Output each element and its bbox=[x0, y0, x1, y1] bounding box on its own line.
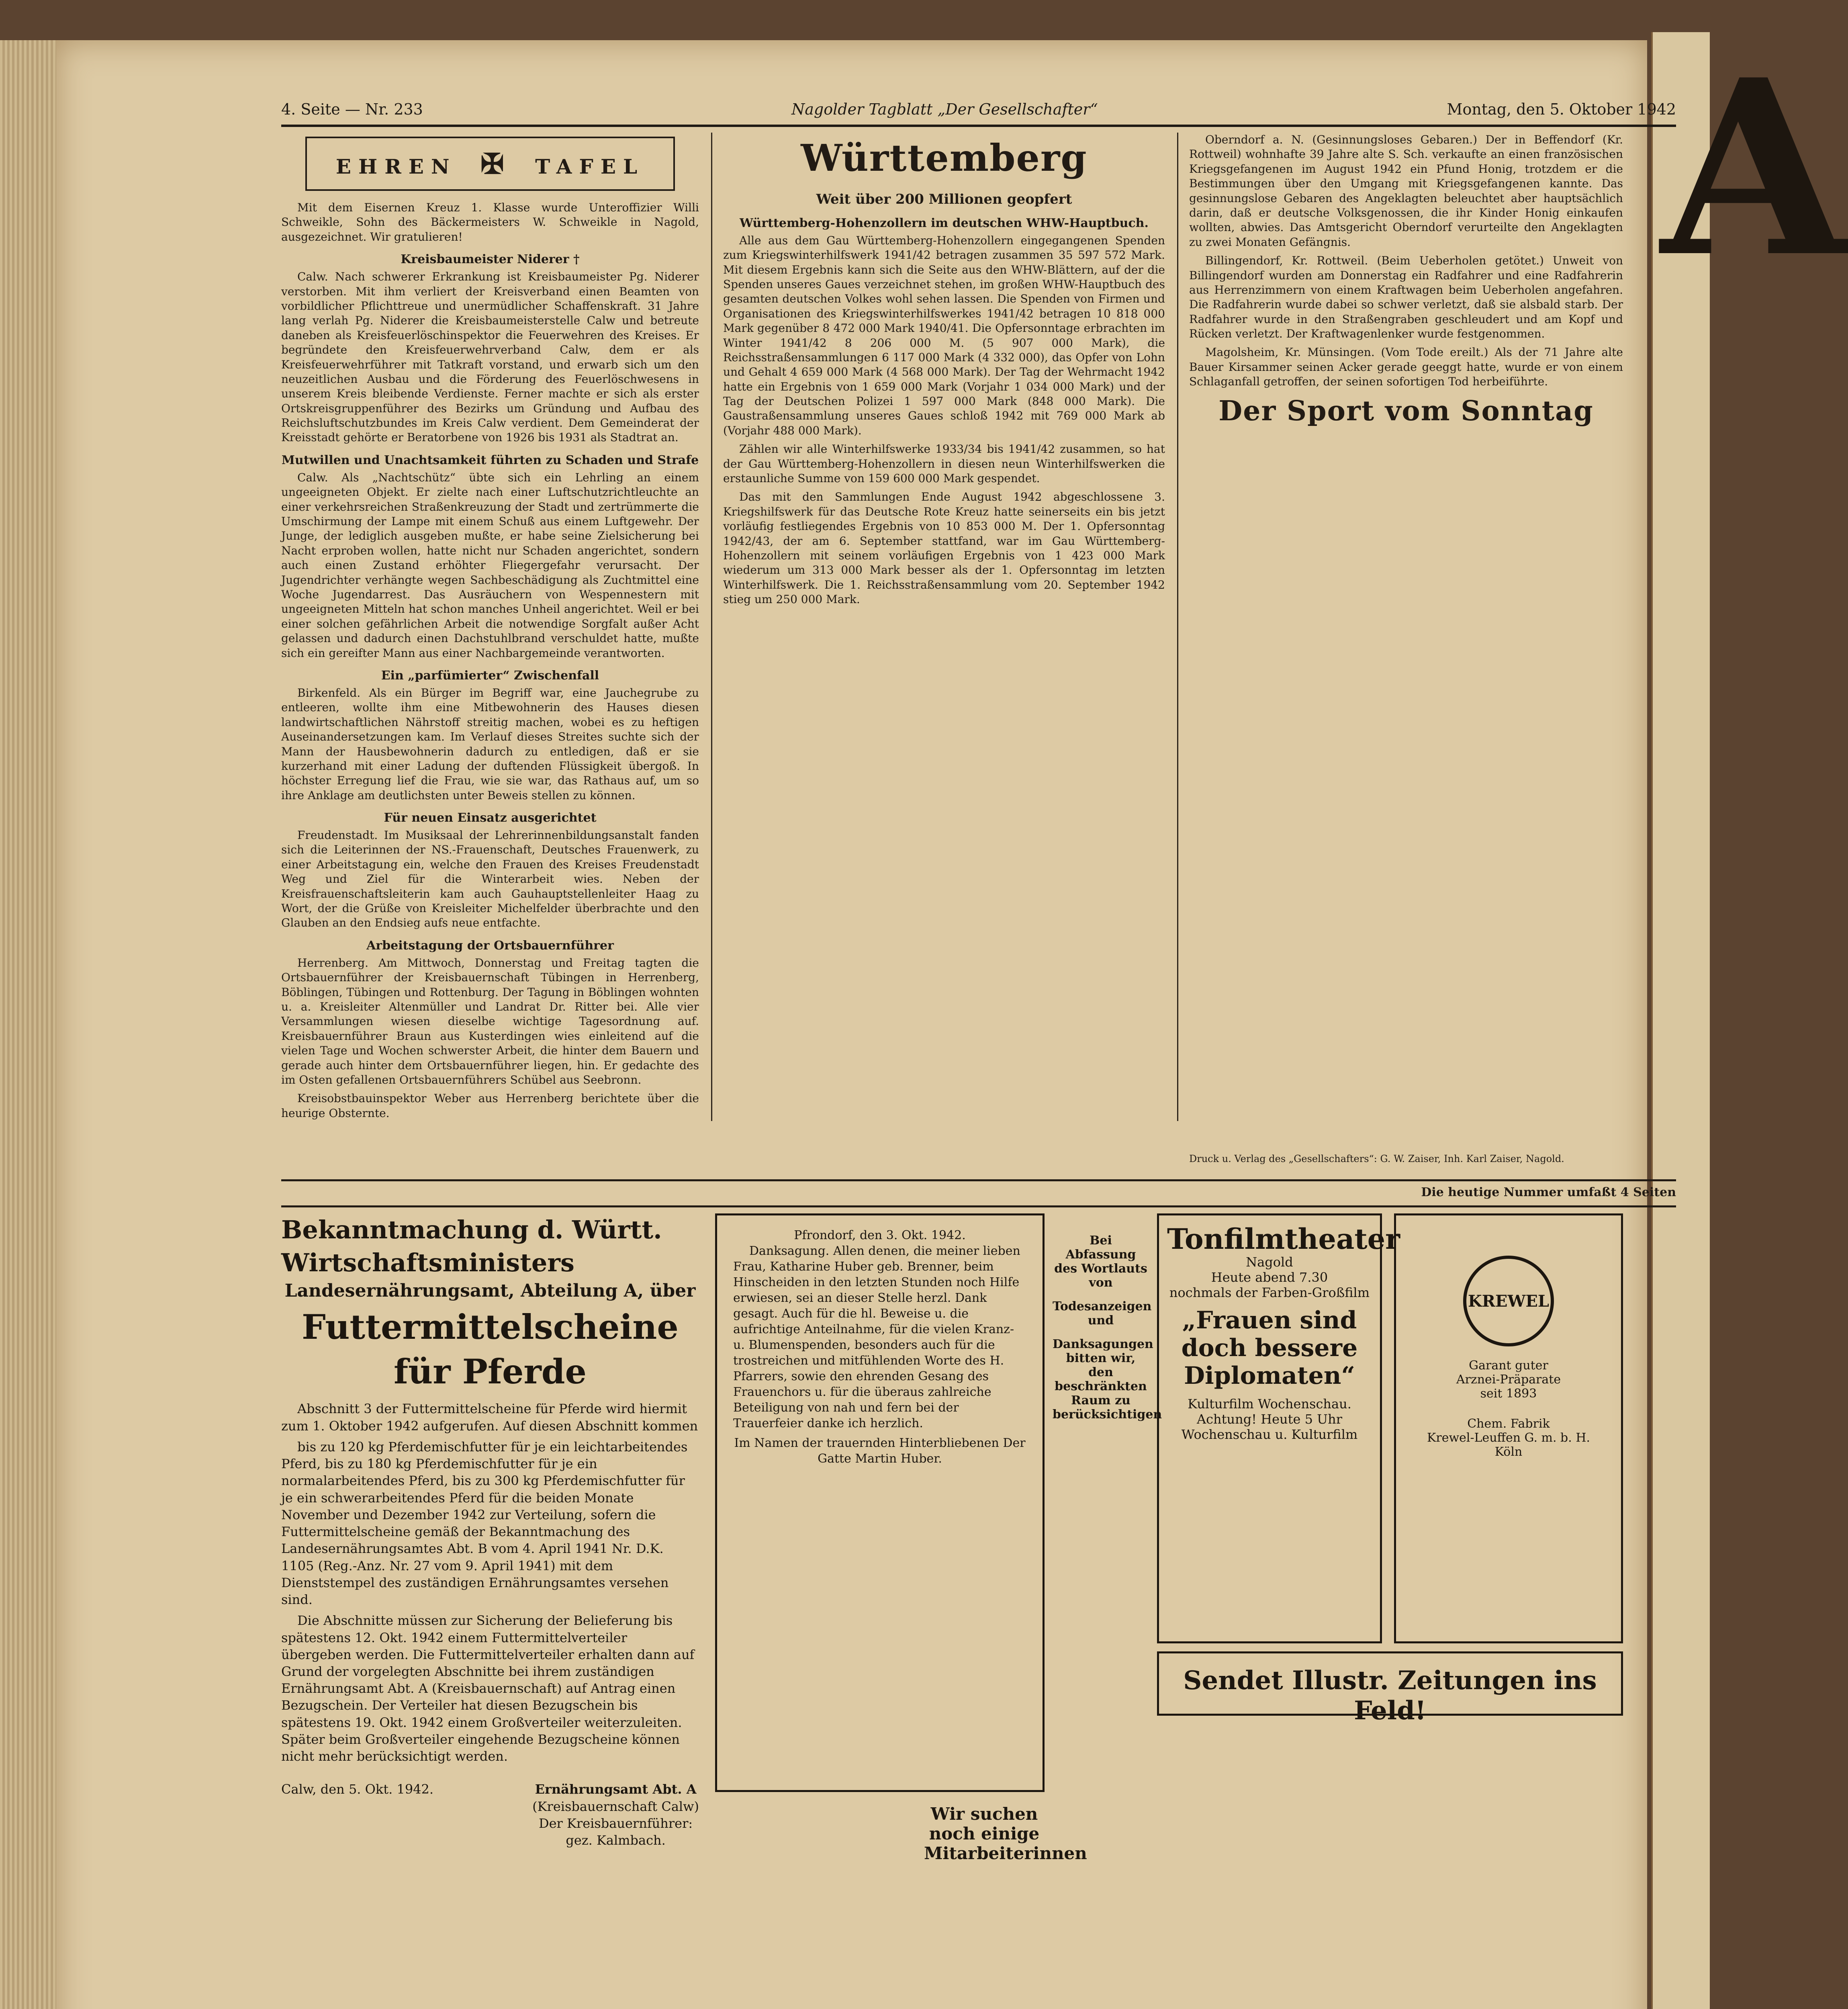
ad-text: bis zu 120 kg Pferdemischfutter für je ein leichtarbeitendes Pferd, bis zu 180 kg Pferdemischfutter für je ein normalarbeitendes Pferd, bis zu 300 kg Pferdemischfutter für je ein schwerarbeitendes Pferd für die beiden Monate November und Dezember 1942 zur Verteilung, sofern die Futtermittelscheine gemäß der Bekanntmachung des Landesernährungsamtes Abt. B vom 4. April 1941 Nr. D.K. 1105 (Reg.-Anz. Nr. 27 vom 9. April 1941) mit dem Dienststempel des zuständigen Ernährungsamtes versehen sind. bbox=[281, 1439, 688, 1608]
article-text: Billingendorf, Kr. Rottweil. (Beim Ueberholen getötet.) Unweit von Billingendorf wurden am Donnerstag ein Radfahrer und eine Radfahrerin aus Herrenzimmern von einem Kraftwagen beim Ueberholen angefahren. Die Radfahrerin wurde dabei so schwer verletzt, daß sie alsbald starb. Der Radfahrer wurde in den Straßengraben geschleudert und am Kopf und Rücken verletzt. Der Kraftwagenlenker wurde festgenommen. bbox=[1189, 254, 1623, 341]
signatory-line: gez. Kalmbach. bbox=[566, 1833, 666, 1848]
section-title: Der Sport vom Sonntag bbox=[1218, 395, 1594, 427]
ad-krewel bbox=[1394, 1213, 1623, 1643]
ad-place-date: Pfrondorf, den 3. Okt. 1942. bbox=[794, 1228, 966, 1242]
page-header bbox=[281, 92, 1676, 127]
ad-text: Die Abschnitte müssen zur Sicherung der Belieferung bis spätestens 12. Okt. 1942 einem Futtermittelverteiler übergeben werden. Die Futtermittelverteiler erhalten dann auf Grund der vorgelegten Abschnitte bei ihrem zuständigen Ernährungsamt Abt. A (Kreisbauernschaft) auf Antrag einen Bezugschein. Der Verteiler hat diesen Bezugschein bis spätestens 19. Okt. 1942 einem Großverteiler weiterzuleiten. Später beim Großverteiler eingehende Bezugscheine können nicht mehr berücksichtigt werden. bbox=[281, 1613, 695, 1764]
ad-line: nochmals der Farben-Großfilm bbox=[1169, 1285, 1370, 1300]
article-text: Das mit den Sammlungen Ende August 1942 abgeschlossene 3. Kriegshilfswerk für das Deutsche Rote Kreuz hatte seinerseits ein bis jetzt vorläufig festliegendes Ergebnis von 10 853 000 M. Der 1. Opfersonntag 1942/43, der am 6. September stattfand, war im Gau Württemberg-Hohenzollern mit seinem vorläufigen Ergebnis von 1 423 000 Mark wiederum um 313 000 Mark besser als der 1. Opfersonntag im letzten Winterhilfswerk. Die 1. Reichsstraßensammlung vom 20. September 1942 stieg um 250 000 Mark. bbox=[723, 490, 1165, 606]
article-heading: Kreisbaumeister Niderer † bbox=[401, 252, 580, 267]
issue-note: Die heutige Nummer umfaßt 4 Seiten bbox=[1421, 1185, 1676, 1199]
ad-headline: Tonfilmtheater bbox=[1167, 1222, 1400, 1256]
ad-line: Arznei-Präparate bbox=[1456, 1373, 1561, 1387]
ad-signatory bbox=[532, 1781, 699, 1849]
article-text: Kreisobstbauinspektor Weber aus Herrenberg berichtete über die heurige Obsternte. bbox=[281, 1092, 699, 1120]
article-text: Alle aus dem Gau Württemberg-Hohenzollern eingegangenen Spenden zum Kriegswinterhilfswerk 1941/42 betragen zusammen 35 597 572 Mark. Mit diesem Ergebnis kann sich die Seite aus den WHW-Blättern, auf der die Spenden unseres Gaues verzeichnet stehen, im großen WHW-Hauptbuch des gesamten deutschen Volkes wohl sehen lassen. Die Spenden von Firmen und Organisationen des Kriegswinterhilfswerkes 1941/42 betragen 10 818 000 Mark gegenüber 8 472 000 Mark 1940/41. Die Opfersonntage erbrachten im Winter 1941/42 8 206 000 M. (5 907 000 Mark), die Reichsstraßensammlungen 6 117 000 Mark (4 332 000), das Opfer von Lohn und Gehalt 4 659 000 Mark (4 568 000 Mark). Der Tag der Wehrmacht 1942 hatte ein Ergebnis von 1 659 000 Mark (Vorjahr 1 034 000 Mark) und der Tag der Deutschen Polizei 1 597 000 Mark (848 000 Mark). Die Gaustraßensammlung unseres Gaues schloß 1942 mit 769 000 Mark ab (Vorjahr 488 000 Mark). bbox=[723, 233, 1165, 437]
ad-headline: Mitarbeiterinnen bbox=[924, 1843, 1087, 1863]
article-text: Magolsheim, Kr. Münsingen. (Vom Tode ereilt.) Als der 71 Jahre alte Bauer Kirsammer seinen Acker gerade geeggt hatte, wurde er von einem Schlaganfall getroffen, der seinen sofortigen Tod herbeiführte. bbox=[1189, 346, 1623, 389]
ad-place-date: Calw, den 5. Okt. 1942. bbox=[281, 1782, 434, 1797]
ad-headline: Futtermittelscheine für Pferde bbox=[302, 1307, 679, 1391]
ad-subtitle: Landesernährungsamt, Abteilung A, über bbox=[284, 1280, 696, 1301]
ad-text: Abschnitt 3 der Futtermittelscheine für Pferde wird hiermit zum 1. Oktober 1942 aufgerufen. Auf diesen Abschnitt kommen bbox=[281, 1401, 698, 1434]
ad-line: Nagold bbox=[1246, 1254, 1293, 1270]
article-text: Birkenfeld. Als ein Bürger im Begriff war, eine Jauchegrube zu entleeren, wollte ihm eine Mitbewohnerin des Hauses diesen landwirtschaftlichen Nährstoff streitig machen, wobei es zu heftigen Auseinandersetzungen kam. Im Verlauf dieses Streites suchte sich der Mann der Hausbewohnerin dadurch zu entledigen, daß er sie kurzerhand mit einer Ladung der duftenden Flüssigkeit übergoß. In höchster Erregung lief die Frau, wie sie war, das Rathaus auf, um so ihre Anklage am deutlichsten unter Beweis stellen zu können. bbox=[281, 686, 699, 802]
ad-film-title: „Frauen sind doch bessere Diplomaten“ bbox=[1181, 1306, 1358, 1390]
column-1 bbox=[281, 133, 699, 1121]
article-heading: Weit über 200 Millionen geopfert bbox=[816, 191, 1072, 207]
article-text: Calw. Nach schwerer Erkrankung ist Kreisbaumeister Pg. Niderer verstorben. Mit ihm verliert der Kreisverband einen Beamten von vorbildlicher Pflichttreue und unermüdlicher Schaffenskraft. 31 Jahre lang verlah Pg. Niderer die Kreisbaumeisterstelle Calw und betreute daneben als Kreisfeuerlöschinspektor die Feuerwehren des Kreises. Er begründete den Kreisfeuerwehrverband Calw, dem er als Kreisfeuerwehrführer mit Tatkraft vorstand, und erwarb sich um den neuzeitlichen Ausbau und die Förderung des Feuerlöschwesens in unserem Kreis bleibende Verdienste. Ferner machte er sich als erster Ortskreisgruppenführer des Bezirks um Gründung und Aufbau des Reichsluftschutzbundes im Kreis Calw verdient. Dem Gemeinderat der Kreisstadt gehörte er Beratorbene von 1926 bis 1931 als Stadtrat an. bbox=[281, 270, 699, 444]
ehrentafel-box bbox=[305, 137, 675, 191]
header-date: Montag, den 5. Oktober 1942 bbox=[1447, 100, 1676, 118]
column-divider bbox=[1177, 133, 1178, 1121]
next-page-edge: A bbox=[1651, 32, 1710, 2009]
article-text: Herrenberg. Am Mittwoch, Donnerstag und Freitag tagten die Ortsbauernführer der Kreisbauernschaft Tübingen in Herrenberg, Böblingen, Tübingen und Rottenburg. Der Tagung in Böblingen wohnten u. a. Kreisleiter Altenmüller und Landrat Dr. Ritter bei. Alle vier Versammlungen wiesen dieselbe wichtige Tagesordnung auf. Kreisbauernführer Braun aus Kusterdingen wies einleitend auf die vielen Tage und Wochen schwerster Arbeit, die hinter dem Bauern und gerade auch hinter dem Ortsbauernführer liegen, hin. Er gedachte des im Osten gefallenen Ortsbauernführers Schübel aus Seebronn. bbox=[281, 956, 699, 1086]
column-3 bbox=[1189, 133, 1623, 1121]
ad-text: Danksagung. Allen denen, die meiner lieben Frau, Katharine Huber geb. Brenner, beim Hinscheiden in den letzten Stunden noch Hilfe erwiesen, sei an dieser Stelle herzl. Dank gesagt. Auch für die hl. Beweise u. die aufrichtige Anteilnahme, für die vielen Kranz- u. Blumenspenden, besonders auch für die trostreichen und mitfühlenden Worte des H. Pfarrers, sowie den ehrenden Gesang des Frauenchors u. für die überaus zahlreiche Beteiligung von nah und fern bei der Trauerfeier danke ich herzlich. bbox=[733, 1244, 1020, 1430]
ad-mitarbeiterinnen bbox=[924, 1796, 1087, 2009]
ad-danksagung bbox=[715, 1213, 1045, 1792]
ad-title: Bekanntmachung d. Württ. Wirtschaftsministers bbox=[281, 1215, 662, 1277]
article-heading: Für neuen Einsatz ausgerichtet bbox=[384, 811, 597, 825]
ad-line: Wir suchen noch einige bbox=[929, 1804, 1040, 1843]
article-text: Oberndorf a. N. (Gesinnungsloses Gebaren.) Der in Beffendorf (Kr. Rottweil) wohnhafte 39 Jahre alte S. Sch. verkaufte an einen französischen Kriegsgefangenen im August 1942 ein Pfund Honig, trotzdem er die Bestimmungen über den Umgang mit Kriegsgefangenen kannte. Das gesinnungslose Gebaren des Angeklagten beleuchtet aber hauptsächlich darin, daß er deutsche Volksgenossen, die ihr Kinder Honig einkaufen wollten, abwies. Das Amtsgericht Oberndorf verurteilte den Angeklagten zu zwei Monaten Gefängnis. bbox=[1189, 133, 1623, 249]
notice-line: Todesanzeigen und bbox=[1053, 1299, 1152, 1328]
article-text: Calw. Als „Nachtschütz“ übte sich ein Lehrling an einem ungeeigneten Objekt. Er zielte nach einer Luftschutzrichtleuchte an einer verkehrsreichen Straßenkreuzung der Stadt und zertrümmerte die Umschirmung der Lampe mit einem Schuß aus einem Luftgewehr. Der Junge, der lediglich ausgeben mußte, er habe seine Zielsicherung bei Nacht erproben wollen, hatte nicht nur Schaden angerichtet, sondern auch einen Zustand erhöhter Fliegergefahr verursacht. Der Jugendrichter verhängte wegen Sachbeschädigung als Zuchtmittel eine Woche Jugendarrest. Das Ausräuchern von Wespennestern mit ungeeigneten Mitteln hat schon manches Unheil angerichtet. Weil er bei einer solchen gefährlichen Arbeit die notwendige Sorgfalt außer Acht gelassen und dadurch einen Dachstuhlbrand verschuldet hatte, mußte sich ein gereifter Mann aus einer Nachbargemeinde verantworten. bbox=[281, 471, 699, 660]
ad-futtermittel bbox=[281, 1213, 699, 2009]
signatory-line: (Kreisbauernschaft Calw) bbox=[532, 1798, 699, 1814]
article-heading: Ein „parfümierter“ Zwischenfall bbox=[381, 668, 599, 683]
ad-line: Krewel-Leuffen G. m. b. H. bbox=[1427, 1431, 1590, 1445]
ehren-word: EHREN bbox=[335, 155, 457, 178]
ad-line: Köln bbox=[1494, 1445, 1523, 1459]
divider-rule bbox=[281, 1205, 1676, 1207]
ad-tonfilmtheater bbox=[1157, 1213, 1400, 1643]
ad-notice-todesanzeigen bbox=[1053, 1213, 1162, 2009]
ad-illustrierte: Sendet Illustr. Zeitungen ins Feld! bbox=[1157, 1651, 1623, 1716]
iron-cross-icon: ✠ bbox=[480, 147, 511, 180]
ad-signature bbox=[281, 1781, 699, 1849]
ad-line: Garant guter bbox=[1469, 1358, 1548, 1373]
article-text: Freudenstadt. Im Musiksaal der Lehrerinnenbildungsanstalt fanden sich die Leiterinnen der NS.-Frauenschaft, Deutsches Frauenwerk, zu einer Arbeitstagung ein, welche den Frauen des Kreises Freudenstadt Weg und Ziel für die Winterarbeit wies. Neben der Kreisfrauenschaftsleiterin kam auch Gauhauptstellenleiter Haag zu Wort, der die Grüße von Kreisleiter Michelfelder überbrachte und den Glauben an den Endsieg aufs neue entfachte. bbox=[281, 829, 699, 930]
notice-line: Danksagungen bitten wir, den beschränkten Raum zu berücksichtigen bbox=[1053, 1337, 1162, 1422]
header-masthead: Nagolder Tagblatt „Der Gesellschafter“ bbox=[791, 100, 1098, 118]
ehrentafel-text: Mit dem Eisernen Kreuz 1. Klasse wurde Unteroffizier Willi Schweikle, Sohn des Bäckermeisters W. Schweikle in Nagold, ausgezeichnet. Wir gratulieren! bbox=[281, 201, 699, 243]
notice-line: Bei Abfassung des Wortlauts von bbox=[1054, 1234, 1147, 1290]
signatory-line: Ernährungsamt Abt. A bbox=[535, 1782, 697, 1797]
signatory-line: Der Kreisbauernführer: bbox=[538, 1815, 693, 1831]
ad-line: Heute abend 7.30 bbox=[1211, 1270, 1328, 1285]
krewel-logo: KREWEL bbox=[1463, 1256, 1554, 1346]
article-text: Zählen wir alle Winterhilfswerke 1933/34 bis 1941/42 zusammen, so hat der Gau Württemberg-Hohenzollern in diesen neun Winterhilfswerken die erstaunliche Summe von 159 600 000 Mark gespendet. bbox=[723, 442, 1165, 485]
tafel-word: TAFEL bbox=[535, 155, 645, 178]
ad-line: seit 1893 bbox=[1480, 1387, 1537, 1401]
ad-line: Kulturfilm Wochenschau. bbox=[1188, 1396, 1351, 1412]
divider-rule bbox=[281, 1179, 1676, 1181]
header-page-number: 4. Seite — Nr. 233 bbox=[281, 100, 423, 118]
ad-signature: Im Namen der trauernden Hinterbliebenen Der Gatte Martin Huber. bbox=[734, 1436, 1026, 1466]
imprint: Druck u. Verlag des „Gesellschafters“: G. W. Zaiser, Inh. Karl Zaiser, Nagold. bbox=[1189, 1153, 1564, 1164]
article-subheading: Württemberg-Hohenzollern im deutschen WHW-Hauptbuch. bbox=[740, 216, 1149, 230]
column-2 bbox=[723, 133, 1165, 1121]
article-heading: Mutwillen und Unachtsamkeit führten zu Schaden und Strafe bbox=[281, 453, 699, 467]
article-heading: Arbeitstagung der Ortsbauernführer bbox=[366, 938, 614, 953]
ad-line: Chem. Fabrik bbox=[1467, 1417, 1550, 1431]
section-title: Württemberg bbox=[801, 136, 1088, 180]
column-divider bbox=[711, 133, 712, 1121]
ad-line: Achtung! Heute 5 Uhr Wochenschau u. Kulturfilm bbox=[1181, 1412, 1358, 1442]
